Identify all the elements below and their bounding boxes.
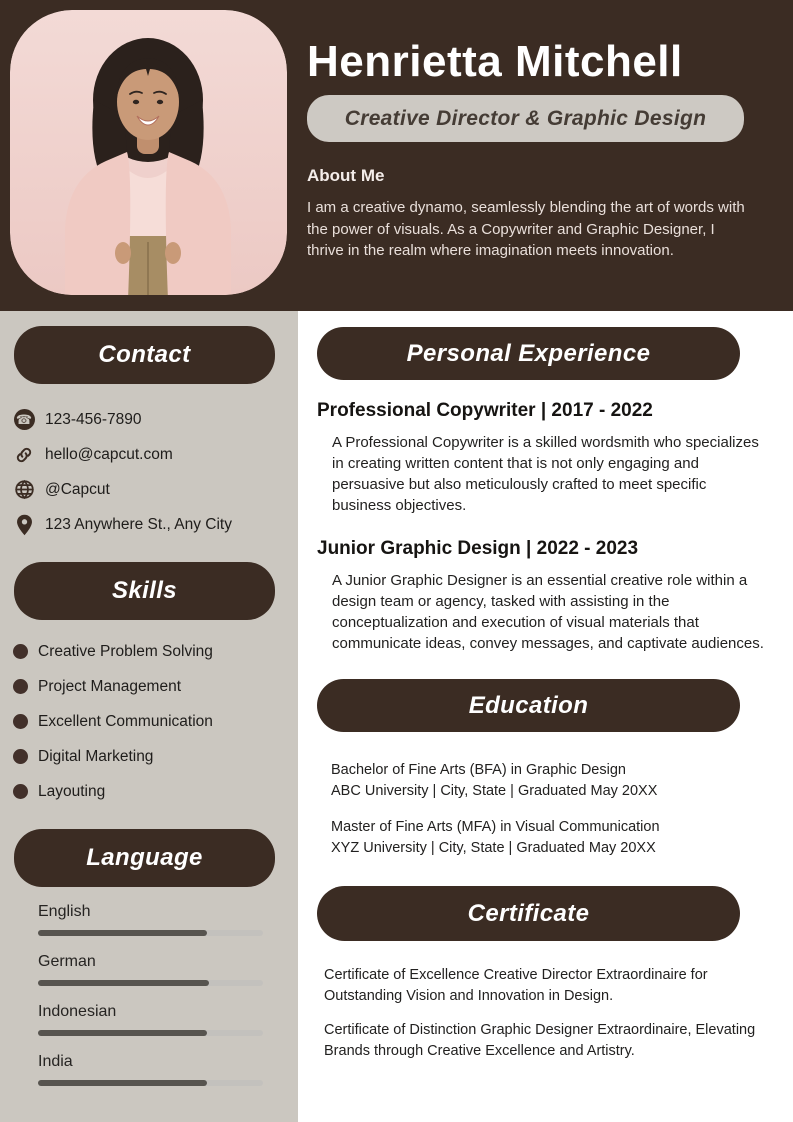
experience-section-title: Personal Experience xyxy=(317,327,740,380)
phone-icon: ☎ xyxy=(13,409,35,431)
education-degree: Master of Fine Arts (MFA) in Visual Communication xyxy=(331,819,660,835)
language-progress-bar xyxy=(38,1030,263,1036)
education-entry xyxy=(331,817,793,858)
job-description: A Junior Graphic Designer is an essential creative role within a design team or agency, tasked with assisting in the conceptualization and execution of visual materials that communicate ideas, convey messages, and captivate audiences. xyxy=(332,572,764,652)
job-heading: Junior Graphic Design | 2022 - 2023 xyxy=(317,538,639,559)
contact-item-website[interactable]: @Capcut xyxy=(0,472,298,507)
education-section-title: Education xyxy=(317,679,740,732)
skill-item: Layouting xyxy=(0,774,298,809)
language-progress-bar xyxy=(38,930,263,936)
experience-entry xyxy=(317,400,793,516)
bullet-dot xyxy=(13,749,28,764)
page-title: Henrietta Mitchell xyxy=(307,37,683,86)
certificate-section-title: Certificate xyxy=(317,886,740,941)
language-section-title: Language xyxy=(14,829,275,887)
language-item: Indonesian xyxy=(38,1003,298,1036)
contact-section-title: Contact xyxy=(14,326,275,384)
job-description: A Professional Copywriter is a skilled wordsmith who specializes in creating written content that is not only engaging and persuasive but also meticulously crafted to meet specific business objectives. xyxy=(332,434,759,514)
bullet-dot xyxy=(13,714,28,729)
contact-item-address[interactable]: 123 Anywhere St., Any City xyxy=(0,507,298,542)
skill-item: Digital Marketing xyxy=(0,739,298,774)
link-icon xyxy=(13,444,35,466)
education-degree: Bachelor of Fine Arts (BFA) in Graphic Design xyxy=(331,762,626,778)
language-progress-bar xyxy=(38,1080,263,1086)
language-progress-fill xyxy=(38,980,209,986)
job-title-badge xyxy=(307,95,744,142)
education-school: XYZ University | City, State | Graduated May 20XX xyxy=(331,839,656,856)
location-pin-icon xyxy=(13,514,35,536)
language-item: English xyxy=(38,903,298,936)
skill-item: Project Management xyxy=(0,669,298,704)
globe-icon xyxy=(13,479,35,501)
certificate-entry: Certificate of Excellence Creative Director Extraordinaire for Outstanding Vision and Innovation in Design. xyxy=(324,967,708,1004)
header xyxy=(0,0,793,311)
language-progress-fill xyxy=(38,1030,207,1036)
experience-entry xyxy=(317,538,793,654)
profile-photo xyxy=(10,10,287,295)
language-list xyxy=(0,903,298,1086)
language-item: German xyxy=(38,953,298,986)
portrait-illustration xyxy=(10,10,287,295)
certificate-entry: Certificate of Distinction Graphic Designer Extraordinaire, Elevating Brands through Creative Excellence and Artistry. xyxy=(324,1022,756,1059)
contact-list xyxy=(0,402,298,542)
job-title-label: Creative Director & Graphic Design xyxy=(344,106,707,130)
bullet-dot xyxy=(13,644,28,659)
education-entry xyxy=(331,760,793,801)
education-school: ABC University | City, State | Graduated May 20XX xyxy=(331,782,658,799)
contact-item-phone[interactable]: ☎ 123-456-7890 xyxy=(0,402,298,437)
about-heading: About Me xyxy=(307,166,385,186)
language-progress-fill xyxy=(38,930,207,936)
language-item: India xyxy=(38,1053,298,1086)
about-text: I am a creative dynamo, seamlessly blending the art of words with the power of visuals. As a Copywriter and Graphic Designer, I thrive in the realm where imagination meets innovation. xyxy=(307,199,745,260)
language-progress-bar xyxy=(38,980,263,986)
skills-section-title: Skills xyxy=(14,562,275,620)
bullet-dot xyxy=(13,784,28,799)
contact-item-email[interactable]: hello@capcut.com xyxy=(0,437,298,472)
skills-list xyxy=(0,634,298,809)
language-progress-fill xyxy=(38,1080,207,1086)
sidebar xyxy=(0,311,298,1122)
main-column xyxy=(298,311,793,1122)
bullet-dot xyxy=(13,679,28,694)
skill-item: Creative Problem Solving xyxy=(0,634,298,669)
skill-item: Excellent Communication xyxy=(0,704,298,739)
job-heading: Professional Copywriter | 2017 - 2022 xyxy=(317,400,653,421)
